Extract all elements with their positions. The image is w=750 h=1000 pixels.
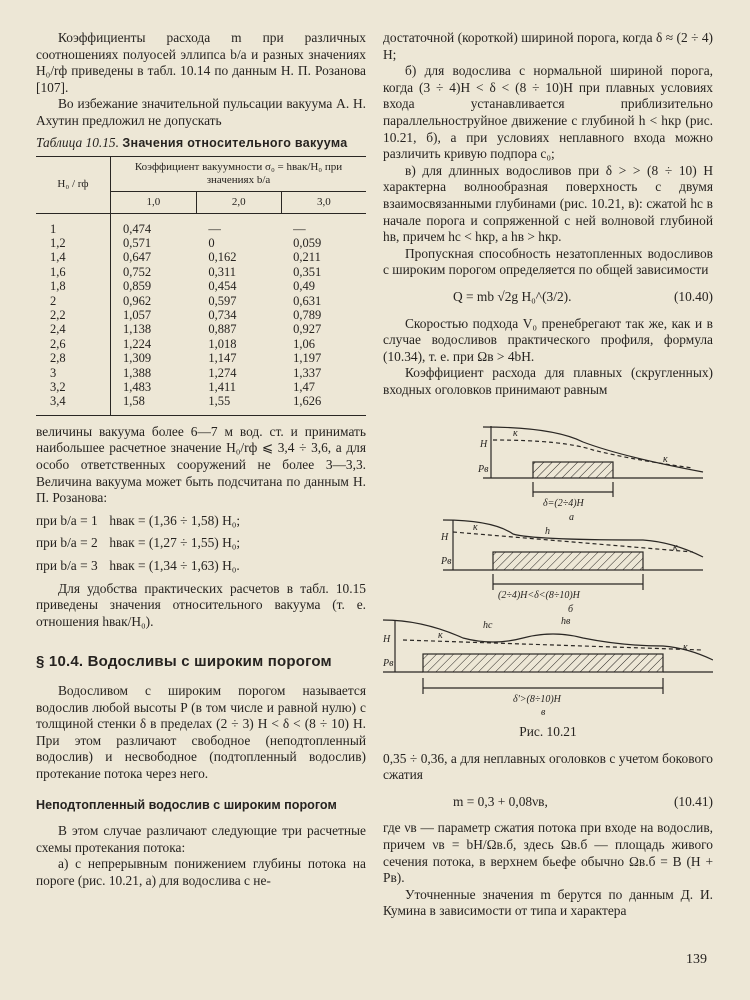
case-a-paragraph: а) с непрерывным понижением глубины потока на пороге (рис. 10.21, а) для водослива с не- <box>36 856 366 888</box>
label-k-c: к <box>438 630 443 642</box>
table-cell-h: 3,4 <box>36 394 111 408</box>
table-cell-value: 0,162 <box>208 250 237 265</box>
label-k2-b: к <box>673 542 678 554</box>
table-caption <box>36 135 366 151</box>
table-cell-value: 0 <box>208 235 215 250</box>
case-a-continuation: достаточной (короткой) шириной порога, когда δ ≈ (2 ÷ 4) H; <box>383 30 713 62</box>
table-cell-value: 1,47 <box>293 380 316 395</box>
figure-10-21 <box>383 402 713 740</box>
table-cell-value: 1,309 <box>123 351 152 366</box>
table-cell-value: 1,224 <box>123 336 152 351</box>
dim-text-a: δ=(2÷4)H <box>543 498 584 510</box>
label-H-b: H <box>441 532 449 544</box>
formula-expr: hвак = (1,36 ÷ 1,58) H₀; <box>109 512 241 528</box>
table-cell-value: 0,859 <box>123 279 152 294</box>
label-H-c: H <box>383 634 391 646</box>
table-cell-value: 0,311 <box>208 264 237 279</box>
table-cell-value: 0,351 <box>293 264 322 279</box>
label-a: а <box>569 512 574 524</box>
table-cell-value: 0,474 <box>123 221 152 236</box>
right-column <box>383 30 713 920</box>
sill-c <box>423 654 663 672</box>
formula-expr: hвак = (1,34 ÷ 1,63) H₀. <box>109 558 240 573</box>
table-cell-value: 1,337 <box>293 365 322 380</box>
table-cell-value: 1,018 <box>208 336 237 351</box>
table-caption-title: Значения относительного вакуума <box>122 135 348 150</box>
equation-10-40 <box>383 289 713 306</box>
table-cell-value: — <box>208 221 221 236</box>
scheme-b <box>443 520 703 590</box>
table-cell-value: 0,734 <box>208 308 237 322</box>
page-number: 139 <box>686 952 707 967</box>
table-row <box>36 279 366 293</box>
table-col1-header: H₀ / rф <box>36 156 111 213</box>
sill-a <box>533 462 613 478</box>
table-cell-h: 1,6 <box>36 265 111 279</box>
table-cell-h: 2 <box>36 294 111 308</box>
range-paragraph: 0,35 ÷ 0,36, а для неплавных оголовков с учетом бокового сжатия <box>383 750 713 783</box>
table-cell-h: 1,4 <box>36 250 111 264</box>
table-cell-value: 0,211 <box>293 250 321 265</box>
table-cell-h: 3 <box>36 366 111 380</box>
label-P-c: Pв <box>383 658 394 670</box>
table-cell-value: 1,388 <box>123 365 152 380</box>
table-col-header: 3,0 <box>281 191 366 213</box>
equation-text: Q = mb √2g H₀^(3/2). <box>453 288 572 304</box>
table-cell-h: 2,8 <box>36 351 111 365</box>
table-cell-value: 1,55 <box>208 394 231 409</box>
table-row <box>36 236 366 250</box>
table-row <box>36 380 366 394</box>
table-cell-value: 1,58 <box>123 394 145 409</box>
formula-label: при b/a = 2 <box>36 535 98 551</box>
cases-paragraph: В этом случае различают следующие три расчетные схемы протекания потока: <box>36 823 366 855</box>
table-end <box>36 409 366 416</box>
table-row <box>36 308 366 322</box>
table-cell-value: 1,411 <box>208 380 237 395</box>
avoid-paragraph: Во избежание значительной пульсации вакуума А. Н. Ахутин предложил не допускать <box>36 96 366 128</box>
label-k-b: к <box>473 522 478 534</box>
dim-text-c: δ'>(8÷10)H <box>513 694 561 706</box>
refined-paragraph: Уточненные значения m берутся по данным Д. И. Кумина в зависимости от типа и характера <box>383 886 713 919</box>
equation-number: (10.40) <box>673 288 713 304</box>
table-cell-value: 1,274 <box>208 365 237 380</box>
table-row <box>36 351 366 365</box>
label-P-a: Pв <box>478 464 489 476</box>
formula-label: при b/a = 3 <box>36 558 98 573</box>
formula-expr: hвак = (1,27 ÷ 1,55) H₀; <box>109 535 241 551</box>
subsection-title: Неподтопленный водослив с широким порогом <box>36 797 337 812</box>
table-cell-h: 2,6 <box>36 337 111 351</box>
label-h-b: h <box>545 526 550 538</box>
table-row <box>36 265 366 279</box>
table-cell-value: 0,454 <box>208 279 237 294</box>
table-cell-value: 0,887 <box>208 322 237 337</box>
formula-label: при b/a = 1 <box>36 512 98 528</box>
table-row <box>36 222 366 236</box>
table-cell-value: 0,571 <box>123 235 152 250</box>
table-cell-value: 0,631 <box>293 293 322 308</box>
table-row <box>36 366 366 380</box>
table-cell-value: 0,49 <box>293 279 316 294</box>
table-cell-value: 1,626 <box>293 394 322 409</box>
vacuum-paragraph: величины вакуума более 6—7 м вод. ст. и принимать наибольшее расчетное значение H₀/rф ⩽ 3,4 ÷ 3,6, а для особо ответственных сооружений не более 3—3,3. Величина вакуума может быть подсчитана по данным Н. П. Розанова: <box>36 423 366 506</box>
scheme-c <box>383 620 713 694</box>
table-cell-value: 0,059 <box>293 235 322 250</box>
label-hc: hс <box>483 620 493 632</box>
table-cell-value: 1,147 <box>208 351 237 366</box>
table-cell-value: — <box>293 221 306 236</box>
table-cell-h: 2,2 <box>36 308 111 322</box>
table-cell-value: 1,057 <box>123 308 152 322</box>
table-cell-value: 1,197 <box>293 351 322 366</box>
table-cell-h: 1,8 <box>36 279 111 293</box>
table-col-header: 2,0 <box>196 191 281 213</box>
table-cell-value: 0,789 <box>293 308 322 322</box>
table-cell-value: 1,06 <box>293 336 316 351</box>
table-cell-value: 0,927 <box>293 322 322 337</box>
equation-text: m = 0,3 + 0,08νв, <box>453 793 548 809</box>
label-c: в <box>541 707 546 718</box>
table-group-header: Коэффициент вакуумности σ₀ = hвак/H₀ при значениях b/a <box>111 156 367 191</box>
section-title: § 10.4. Водосливы с широким порогом <box>36 653 332 671</box>
capacity-paragraph: Пропускная способность незатопленных водосливов с широким порогом определяется по общей зависимости <box>383 245 713 278</box>
table-row <box>36 337 366 351</box>
table-cell-value: 0,597 <box>208 293 237 308</box>
convenience-paragraph: Для удобства практических расчетов в табл. 10.15 приведены значения относительного вакуума (т. е. отношения hвак/H₀). <box>36 580 366 629</box>
table-cell-value: 1,483 <box>123 380 152 395</box>
figure-caption: Рис. 10.21 <box>519 724 577 740</box>
formula-row <box>36 535 366 552</box>
label-hv: hв <box>561 616 571 628</box>
table-cell-value: 0,752 <box>123 264 152 279</box>
dim-text-b: (2÷4)H<δ<(8÷10)H <box>498 590 580 602</box>
table-row <box>36 250 366 264</box>
table-row <box>36 322 366 336</box>
label-P-b: Pв <box>441 556 452 568</box>
sill-b <box>493 552 643 570</box>
formula-row <box>36 513 366 530</box>
label-k-a: к <box>513 428 518 440</box>
definition-paragraph: Водосливом с широким порогом называется водослив любой высоты P (в том числе и равной нулю) с толщиной стенки δ в пределах (2 ÷ 3) H < δ < (8 ÷ 10) H. При этом различают свободное (неподтопленный водослив) и несвободное (подтопленный водослив) протекание потока через него. <box>36 682 366 781</box>
table-cell-value: 0,647 <box>123 250 152 265</box>
equation-10-41 <box>383 794 713 811</box>
weir-diagram <box>383 402 713 717</box>
table-cell-value: 1,138 <box>123 322 152 337</box>
case-b-paragraph: б) для водослива с нормальной шириной порога, когда (3 ÷ 4)H < δ < (8 ÷ 10)H при плавных условиях входа устанавливается приблизительно параллельноструйное движение с глубиной h < hкр (рис. 10.21, б), а при условиях неплавного входа можно различить кривую подпора c₀; <box>383 63 713 162</box>
table-cell-h: 1,2 <box>36 236 111 250</box>
table-row <box>36 294 366 308</box>
label-k2-c: к <box>683 642 688 654</box>
left-column <box>36 30 366 890</box>
label-k2-a: к <box>663 454 668 466</box>
table-cell-h: 1 <box>36 222 111 236</box>
label-b: б <box>568 604 574 616</box>
intro-paragraph: Коэффициенты расхода m при различных соотношениях полуосей эллипса b/a и разных значениях H₀/rф приведены в табл. 10.14 по данным Н. П. Розанова [107]. <box>36 30 366 95</box>
table-col-header: 1,0 <box>111 191 197 213</box>
speed-paragraph: Скоростью подхода V₀ пренебрегают так же, как и в случае водосливов практического профиля, формула (10.34), т. е. при Ωв > 4bH. <box>383 315 713 364</box>
coeff-paragraph: Коэффициент расхода для плавных (скругленных) входных оголовков принимают равным <box>383 365 713 397</box>
formula-row <box>36 558 366 575</box>
critical-line-c <box>403 640 703 650</box>
vacuum-table <box>36 156 366 416</box>
case-c-paragraph: в) для длинных водосливов при δ > > (8 ÷ 10) H характерна волнообразная поверхность с двумя взаимосвязанными глубинами (рис. 10.21, в): сжатой hс в начале порога и сопряженной с ней волновой глубиной hв, причем hс < hкр, а hв > hкр. <box>383 162 713 245</box>
table-cell-value: 0,962 <box>123 293 152 308</box>
label-H-a: H <box>480 439 488 451</box>
table-row <box>36 394 366 408</box>
table-cell-h: 3,2 <box>36 380 111 394</box>
equation-number: (10.41) <box>673 793 713 809</box>
nu-paragraph: где νв — параметр сжатия потока при входе на водослив, причем νв = bH/Ωв.б, здесь Ωв.б — площадь живого сечения потока, в верхнем бьефе обычно Ωв.б = B (H + Pв). <box>383 820 713 886</box>
table-body <box>36 213 366 415</box>
table-cell-h: 2,4 <box>36 322 111 336</box>
table-caption-label: Таблица 10.15. <box>36 134 119 150</box>
